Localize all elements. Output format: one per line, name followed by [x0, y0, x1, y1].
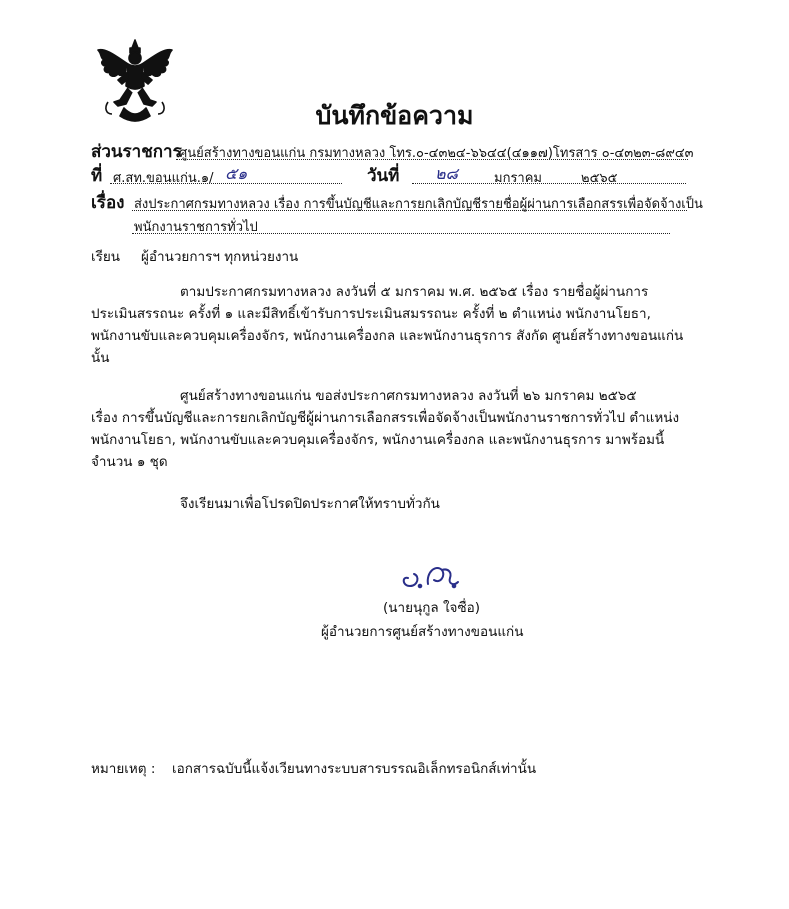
signatory-name: (นายนุกูล ใจซื่อ) [383, 600, 480, 616]
agency-underline [176, 159, 688, 160]
salutation-recipient: ผู้อำนวยการฯ ทุกหน่วยงาน [141, 249, 299, 265]
paragraph-2-line-2: เรื่อง การขึ้นบัญชีและการยกเลิกบัญชีผู้ผ่านการเลือกสรรเพื่อจัดจ้างเป็นพนักงานราชการทั่วไป ตำแหน่ง [91, 410, 680, 426]
subject-label: เรื่อง [91, 193, 125, 213]
date-year: ๒๕๖๕ [581, 171, 618, 186]
signatory-position: ผู้อำนวยการศูนย์สร้างทางขอนแก่น [321, 624, 524, 640]
memo-title: บันทึกข้อความ [315, 101, 474, 130]
paragraph-1-line-3: พนักงานขับและควบคุมเครื่องจักร, พนักงานเครื่องกล และพนักงานธุรการ สังกัด ศูนย์สร้างทางขอนแก่น [91, 328, 684, 344]
note-label: หมายเหตุ : [91, 761, 156, 777]
date-month: มกราคม [494, 171, 542, 186]
ref-value: ศ.สท.ขอนแก่น.๑/ [113, 171, 214, 186]
paragraph-1-line-4: นั้น [91, 350, 110, 366]
subject-underline-2 [132, 233, 670, 234]
paragraph-1-line-2: ประเมินสรรถนะ ครั้งที่ ๑ และมีสิทธิ์เข้ารับการประเมินสมรรถนะ ครั้งที่ ๒ ตำแหน่ง พนักงานโยธา, [91, 306, 651, 322]
subject-line-1: ส่งประกาศกรมทางหลวง เรื่อง การขึ้นบัญชีและการยกเลิกบัญชีรายชื่อผู้ผ่านการเลือกสรรเพื่อจัดจ้างเป็น [134, 197, 703, 212]
closing-paragraph: จึงเรียนมาเพื่อโปรดปิดประกาศให้ทราบทั่วกัน [180, 496, 440, 512]
paragraph-2-line-1: ศูนย์สร้างทางขอนแก่น ขอส่งประกาศกรมทางหลวง ลงวันที่ ๒๖ มกราคม ๒๕๖๕ [180, 388, 637, 404]
ref-label: ที่ [91, 166, 103, 186]
paragraph-1-line-1: ตามประกาศกรมทางหลวง ลงวันที่ ๕ มกราคม พ.ศ. ๒๕๖๕ เรื่อง รายชื่อผู้ผ่านการ [180, 284, 649, 300]
agency-label: ส่วนราชการ [91, 142, 182, 162]
agency-value: ศูนย์สร้างทางขอนแก่น กรมทางหลวง โทร.๐-๔๓๒๔-๖๖๔๔(๔๑๑๗)โทรสาร ๐-๔๓๒๓-๘๙๔๓ [179, 146, 694, 161]
date-handwritten-day: ๒๘ [435, 164, 458, 183]
handwritten-signature [396, 558, 466, 592]
salutation-label: เรียน [91, 249, 121, 265]
subject-underline-1 [132, 210, 687, 211]
ref-underline [110, 183, 342, 184]
date-label: วันที่ [367, 166, 400, 186]
date-underline [412, 183, 686, 184]
paragraph-2-line-3: พนักงานโยธา, พนักงานขับและควบคุมเครื่องจักร, พนักงานเครื่องกล และพนักงานธุรการ มาพร้อมนี้ [91, 432, 665, 448]
paragraph-2-line-4: จำนวน ๑ ชุด [91, 454, 168, 470]
note-text: เอกสารฉบับนี้แจ้งเวียนทางระบบสารบรรณอิเล็กทรอนิกส์เท่านั้น [172, 761, 537, 777]
subject-line-2: พนักงานราชการทั่วไป [134, 220, 258, 235]
ref-handwritten-number: ๕๑ [225, 164, 248, 183]
